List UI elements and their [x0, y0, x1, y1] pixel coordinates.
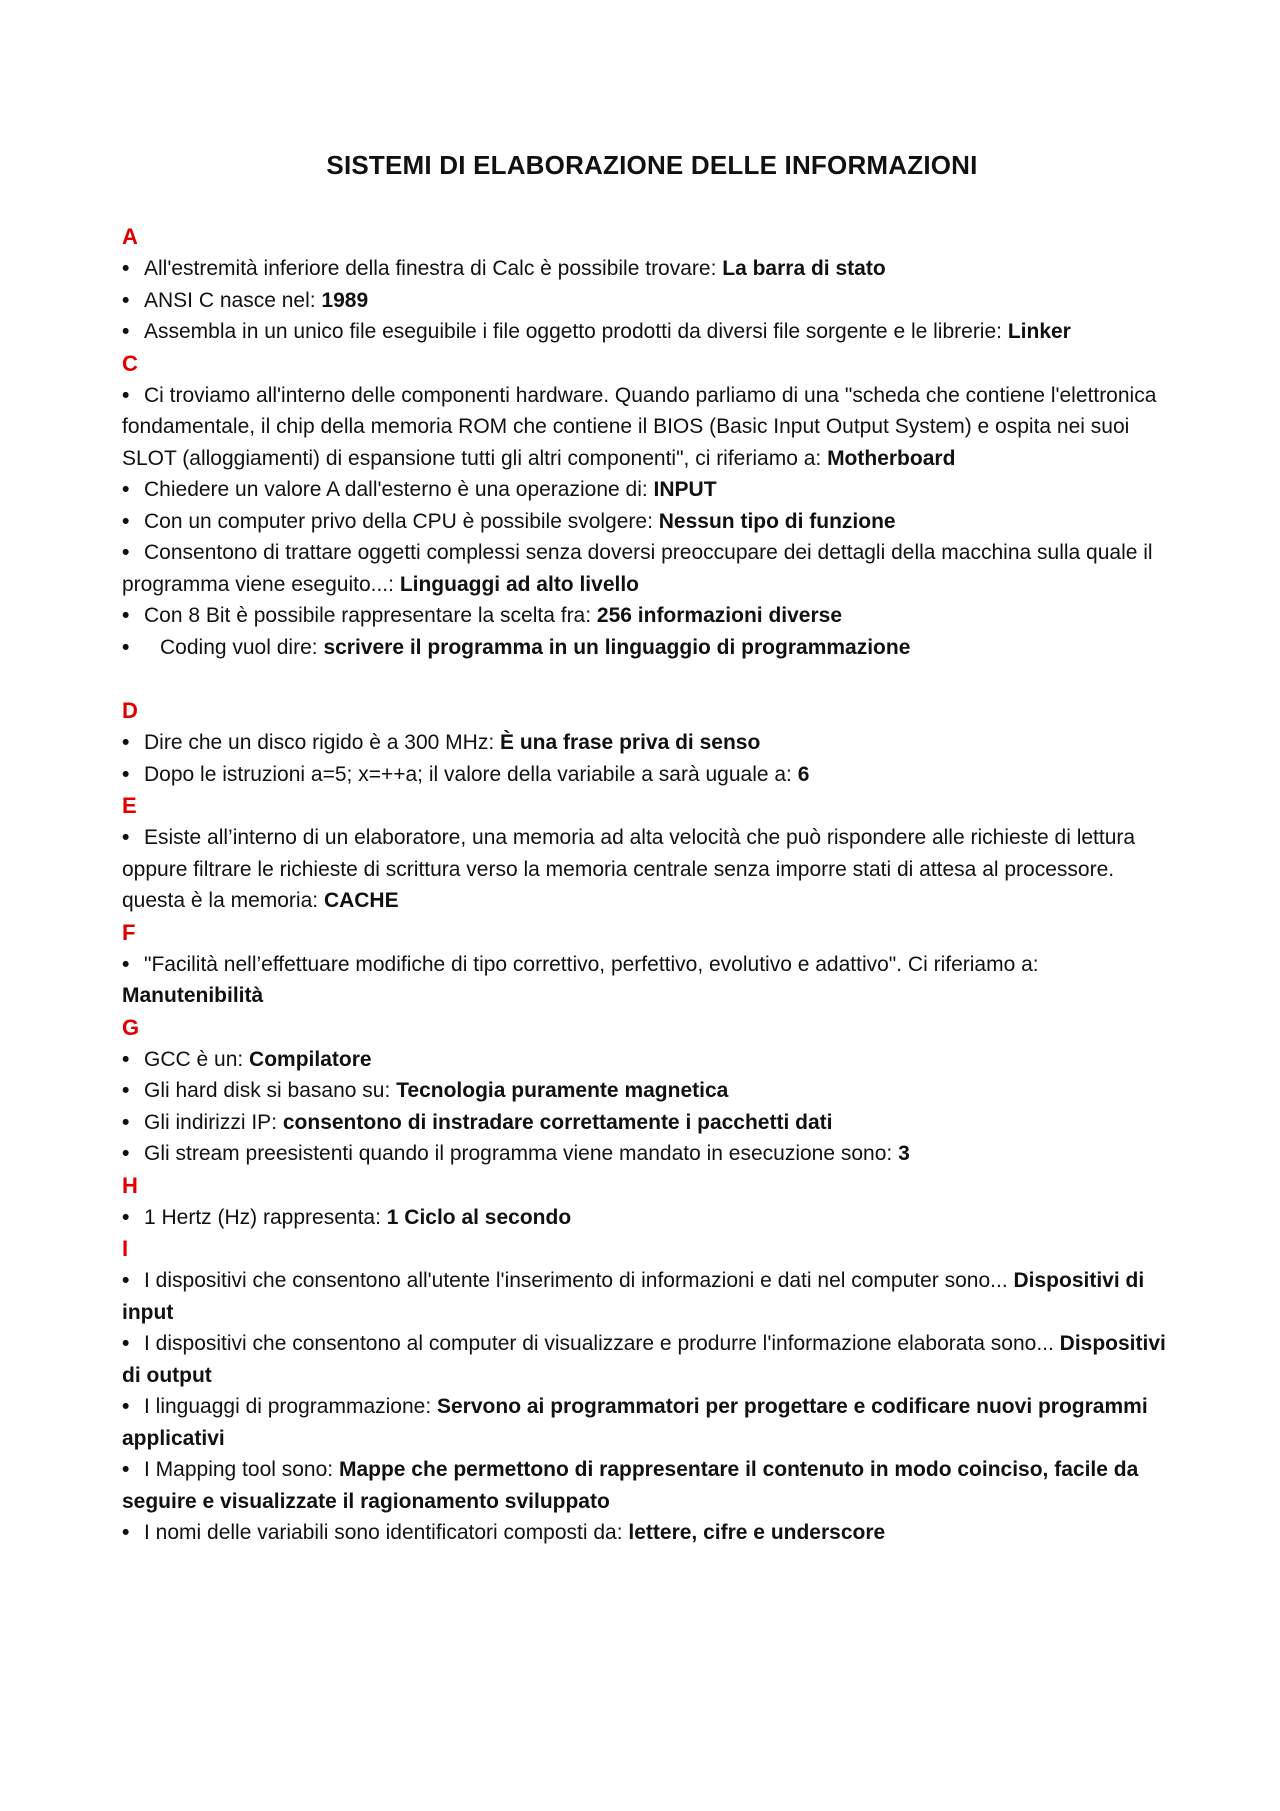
bullet-icon: •	[122, 1269, 130, 1292]
answer-text: La barra di stato	[722, 257, 886, 280]
question-text: Dopo le istruzioni a=5; x=++a; il valore della variabile a sarà uguale a:	[144, 762, 798, 786]
question-text: Coding vuol dire:	[160, 635, 324, 659]
bullet-icon: •	[122, 604, 130, 627]
question-text: Dire che un disco rigido è a 300 MHz:	[144, 731, 501, 754]
list-item	[122, 1265, 1182, 1328]
list-item	[122, 253, 1182, 285]
list-item	[122, 1044, 1182, 1076]
bullet-icon: •	[122, 1079, 130, 1102]
list-item	[122, 1075, 1182, 1107]
bullet-icon: •	[122, 509, 130, 533]
question-text: I dispositivi che consentono al computer di visualizzare e produrre l'informazione elaborata sono...	[144, 1332, 1060, 1355]
bullet-icon: •	[122, 257, 130, 280]
list-item	[122, 632, 1182, 664]
bullet-icon: •	[122, 826, 130, 849]
question-text: Con un computer privo della CPU è possibile svolgere:	[144, 509, 659, 533]
bullet-icon: •	[122, 383, 130, 407]
answer-text: Linker	[1007, 320, 1071, 343]
question-text: Esiste all’interno di un elaboratore, una memoria ad alta velocità che può rispondere alle richieste di lettura oppure filtrare le richieste di scrittura verso la memoria centrale senza imporre stati di attesa al processore. questa è la memoria:	[122, 826, 1136, 912]
list-item	[122, 285, 1182, 317]
answer-text: Motherboard	[827, 446, 956, 470]
answer-text: Dispositivi di input	[122, 1269, 1145, 1324]
answer-text: consentono di instradare correttamente i pacchetti dati	[282, 1110, 833, 1134]
list-item	[122, 822, 1182, 917]
bullet-icon: •	[122, 762, 130, 786]
bullet-icon: •	[122, 952, 130, 976]
question-text: I nomi delle variabili sono identificatori composti da:	[144, 1521, 629, 1544]
answer-text: CACHE	[323, 889, 399, 912]
document-page	[122, 150, 1182, 1549]
section-h	[122, 1170, 1182, 1234]
bullet-icon: •	[122, 1332, 130, 1355]
bullet-icon: •	[122, 1142, 130, 1165]
bullet-icon: •	[122, 1521, 130, 1544]
bullet-icon: •	[122, 320, 130, 343]
question-text: I Mapping tool sono:	[144, 1458, 339, 1481]
list-item	[122, 506, 1182, 538]
list-item	[122, 600, 1182, 632]
page-title: SISTEMI DI ELABORAZIONE DELLE INFORMAZIONI	[326, 150, 978, 180]
list-item	[122, 759, 1182, 791]
answer-text: Dispositivi di output	[122, 1332, 1166, 1387]
question-text: Chiedere un valore A dall'esterno è una operazione di:	[144, 478, 654, 501]
question-text: Gli indirizzi IP:	[144, 1110, 283, 1134]
list-item	[122, 727, 1182, 759]
section-g	[122, 1012, 1182, 1170]
list-item	[122, 1454, 1182, 1517]
answer-text: 1 Ciclo al secondo	[386, 1205, 572, 1229]
section-letter: F	[122, 919, 136, 945]
list-item	[122, 1138, 1182, 1170]
answer-text: Servono ai programmatori per progettare e codificare nuovi programmi applicativi	[122, 1395, 1148, 1450]
question-text: Gli hard disk si basano su:	[144, 1079, 397, 1102]
answer-text: 256 informazioni diverse	[596, 604, 842, 627]
answer-text: 6	[797, 762, 810, 786]
section-letter: H	[122, 1172, 138, 1198]
section-a	[122, 221, 1182, 348]
question-text: "Facilità nell’effettuare modifiche di tipo correttivo, perfettivo, evolutivo e adattivo". Ci riferiamo a:	[144, 952, 1039, 976]
answer-text: Compilatore	[249, 1047, 372, 1071]
section-letter: I	[122, 1236, 129, 1261]
answer-text: Linguaggi ad alto livello	[399, 572, 639, 596]
question-text: Assembla in un unico file eseguibile i file oggetto prodotti da diversi file sorgente e le librerie:	[144, 320, 1008, 343]
bullet-icon: •	[122, 1395, 130, 1418]
answer-text: Nessun tipo di funzione	[658, 509, 896, 533]
bullet-icon: •	[122, 478, 130, 501]
bullet-icon: •	[122, 1205, 130, 1229]
section-letter: C	[122, 350, 138, 376]
question-text: Con 8 Bit è possibile rappresentare la scelta fra:	[144, 604, 597, 627]
question-text: 1 Hertz (Hz) rappresenta:	[144, 1205, 387, 1229]
bullet-icon: •	[122, 1458, 130, 1481]
answer-text: scrivere il programma in un linguaggio di programmazione	[323, 635, 911, 659]
list-item	[122, 1391, 1182, 1454]
section-letter: E	[122, 793, 137, 818]
list-item	[122, 1328, 1182, 1391]
section-letter: A	[122, 224, 138, 249]
list-item	[122, 1517, 1182, 1549]
question-text: Consentono di trattare oggetti complessi senza doversi preoccupare dei dettagli della macchina sulla quale il programma viene eseguito...:	[122, 541, 1153, 596]
question-text: All'estremità inferiore della finestra di Calc è possibile trovare:	[144, 257, 723, 280]
answer-text: Manutenibilità	[122, 984, 264, 1007]
list-item	[122, 1202, 1182, 1234]
list-item	[122, 1107, 1182, 1139]
bullet-icon: •	[122, 635, 130, 659]
question-text: I linguaggi di programmazione:	[144, 1395, 437, 1418]
question-text: GCC è un:	[144, 1047, 250, 1071]
answer-text: INPUT	[653, 478, 717, 501]
answer-text: lettere, cifre e underscore	[628, 1521, 886, 1544]
bullet-icon: •	[122, 1047, 130, 1071]
answer-text: Tecnologia puramente magnetica	[396, 1079, 729, 1102]
list-item	[122, 380, 1182, 475]
list-item	[122, 949, 1182, 1012]
section-d	[122, 695, 1182, 790]
section-f	[122, 917, 1182, 1012]
bullet-icon: •	[122, 541, 130, 564]
bullet-icon: •	[122, 731, 130, 754]
question-text: ANSI C nasce nel:	[144, 288, 322, 312]
section-letter: D	[122, 698, 138, 723]
answer-text: 3	[898, 1142, 910, 1165]
section-letter: G	[122, 1014, 140, 1040]
section-c	[122, 348, 1182, 664]
list-item	[122, 537, 1182, 600]
bullet-icon: •	[122, 288, 130, 312]
list-item	[122, 316, 1182, 348]
question-text: I dispositivi che consentono all'utente l'inserimento di informazioni e dati nel computer sono...	[144, 1269, 1014, 1292]
question-text: Ci troviamo all'interno delle componenti hardware. Quando parliamo di una "scheda che contiene l'elettronica fondamentale, il chip della memoria ROM che contiene il BIOS (Basic Input Output System) e ospita nei suoi SLOT (alloggiamenti) di espansione tutti gli altri componenti", ci riferiamo a:	[122, 383, 1157, 470]
question-text: Gli stream preesistenti quando il programma viene mandato in esecuzione sono:	[144, 1142, 899, 1165]
answer-text: Mappe che permettono di rappresentare il contenuto in modo coinciso, facile da seguire e visualizzate il ragionamento sviluppato	[122, 1458, 1139, 1513]
answer-text: È una frase priva di senso	[500, 731, 761, 754]
section-e	[122, 790, 1182, 917]
answer-text: 1989	[321, 288, 369, 312]
list-item	[122, 474, 1182, 506]
section-i	[122, 1233, 1182, 1549]
bullet-icon: •	[122, 1110, 130, 1134]
